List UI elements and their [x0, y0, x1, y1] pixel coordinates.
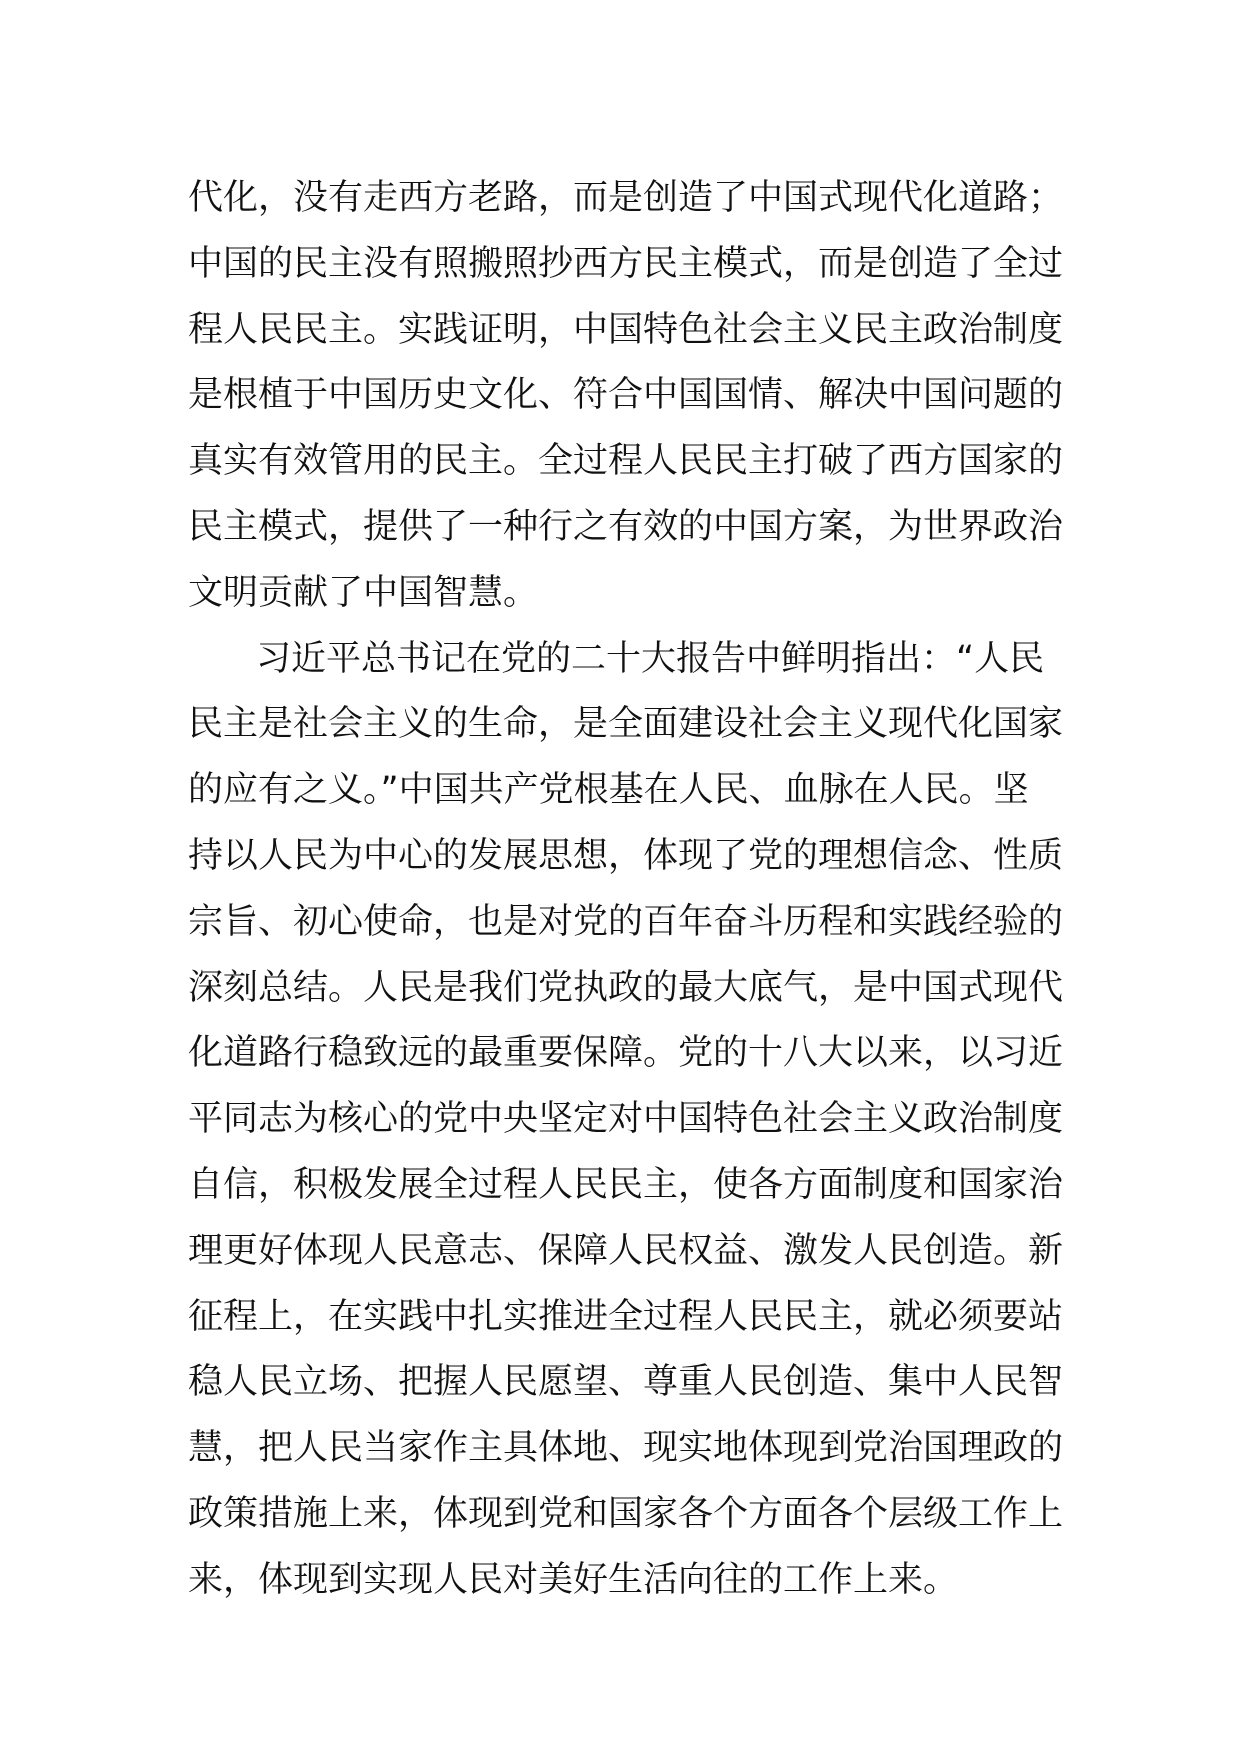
paragraph-line: 平同志为核心的党中央坚定对中国特色社会主义政治制度 — [188, 1099, 1064, 1140]
paragraph-line: 真实有效管用的民主。全过程人民民主打破了西方国家的 — [188, 441, 1064, 482]
paragraph-line: 持以人民为中心的发展思想，体现了党的理想信念、性质 — [188, 835, 1064, 876]
paragraph-line: 宗旨、初心使命，也是对党的百年奋斗历程和实践经验的 — [188, 901, 1064, 942]
paragraph-line: 民主是社会主义的生命，是全面建设社会主义现代化国家 — [188, 704, 1064, 745]
paragraph-line: 深刻总结。人民是我们党执政的最大底气，是中国式现代 — [188, 967, 1064, 1008]
paragraph-line: 代化，没有走西方老路，而是创造了中国式现代化道路； — [188, 178, 1064, 218]
paragraph-line: 文明贡献了中国智慧。 — [188, 572, 539, 613]
paragraph-2 — [188, 627, 1068, 1614]
paragraph-line: 习近平总书记在党的二十大报告中鲜明指出：“人民 — [256, 638, 1045, 679]
paragraph-line: 程人民民主。实践证明，中国特色社会主义民主政治制度 — [188, 309, 1064, 350]
paragraph-line: 稳人民立场、把握人民愿望、尊重人民创造、集中人民智 — [188, 1362, 1064, 1403]
document-body — [188, 166, 1068, 1614]
paragraph-line: 政策措施上来，体现到党和国家各个方面各个层级工作上 — [188, 1493, 1064, 1534]
paragraph-line: 的应有之义。”中国共产党根基在人民、血脉在人民。坚 — [188, 770, 1029, 811]
paragraph-line: 来，体现到实现人民对美好生活向往的工作上来。 — [188, 1559, 959, 1600]
paragraph-line: 慧，把人民当家作主具体地、现实地体现到党治国理政的 — [188, 1428, 1064, 1469]
paragraph-line: 是根植于中国历史文化、符合中国国情、解决中国问题的 — [188, 375, 1064, 416]
paragraph-1 — [188, 166, 1068, 627]
paragraph-line: 化道路行稳致远的最重要保障。党的十八大以来，以习近 — [188, 1033, 1064, 1074]
paragraph-line: 中国的民主没有照搬照抄西方民主模式，而是创造了全过 — [188, 243, 1064, 284]
paragraph-line: 自信，积极发展全过程人民民主，使各方面制度和国家治 — [188, 1164, 1064, 1205]
paragraph-line: 民主模式，提供了一种行之有效的中国方案，为世界政治 — [188, 506, 1064, 547]
paragraph-line: 理更好体现人民意志、保障人民权益、激发人民创造。新 — [188, 1230, 1064, 1271]
paragraph-line: 征程上，在实践中扎实推进全过程人民民主，就必须要站 — [188, 1296, 1064, 1337]
